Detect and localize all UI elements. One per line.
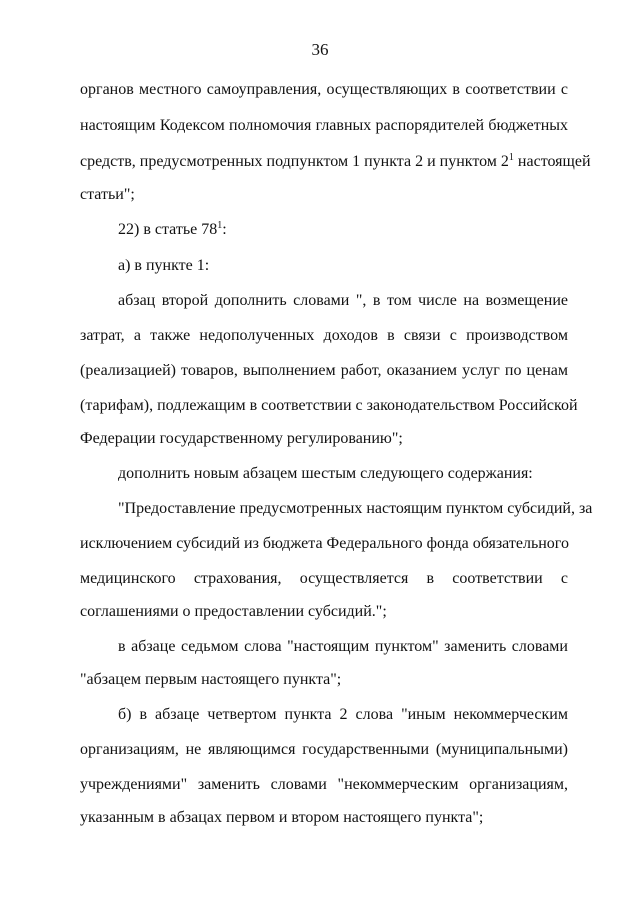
subitem-a-heading: а) в пункте 1: <box>118 257 210 274</box>
text-fragment: настоящей <box>513 153 591 170</box>
text-line-3 <box>80 152 591 172</box>
text-line-21: учреждениями" заменить словами "некоммерческим организациям, <box>80 776 568 793</box>
text-line-1: органов местного самоуправления, осуществляющих в соответствии с <box>80 81 568 98</box>
text-line-11: Федерации государственному регулированию"; <box>80 430 403 447</box>
text-line-8: затрат, а также недополученных доходов в связи с производством <box>80 327 568 344</box>
text-line-19: б) в абзаце четвертом пункта 2 слова "иным некоммерческим <box>118 706 568 723</box>
text-line-12: дополнить новым абзацем шестым следующего содержания: <box>118 465 533 482</box>
text-line-16: соглашениями о предоставлении субсидий."; <box>80 603 387 620</box>
text-line-14: исключением субсидий из бюджета Федерального фонда обязательного <box>80 535 569 552</box>
text-fragment: : <box>222 221 227 238</box>
text-line-20: организациям, не являющимся государственными (муниципальными) <box>80 741 568 758</box>
text-line-4: статьи"; <box>80 186 135 203</box>
text-line-13: "Предоставление предусмотренных настоящим пунктом субсидий, за <box>118 500 593 517</box>
text-fragment: средств, предусмотренных подпунктом 1 пункта 2 и пунктом 2 <box>80 153 509 170</box>
superscript: 1 <box>508 152 514 163</box>
text-line-18: "абзацем первым настоящего пункта"; <box>80 671 342 688</box>
text-fragment: 22) в статье 78 <box>118 221 218 238</box>
text-line-22: указанным в абзацах первом и втором настоящего пункта"; <box>80 809 484 826</box>
text-line-17: в абзаце седьмом слова "настоящим пунктом" заменить словами <box>118 638 568 655</box>
item-22-heading <box>118 220 227 240</box>
text-line-15: медицинского страхования, осуществляется в соответствии с <box>80 570 568 587</box>
text-line-10: (тарифам), подлежащим в соответствии с законодательством Российской <box>80 397 578 414</box>
text-line-9: (реализацией) товаров, выполнением работ, оказанием услуг по ценам <box>80 362 568 379</box>
page-number: 36 <box>311 40 329 59</box>
text-line-2: настоящим Кодексом полномочия главных распорядителей бюджетных <box>80 117 568 134</box>
text-line-7: абзац второй дополнить словами ", в том числе на возмещение <box>118 292 568 309</box>
superscript: 1 <box>217 220 223 231</box>
